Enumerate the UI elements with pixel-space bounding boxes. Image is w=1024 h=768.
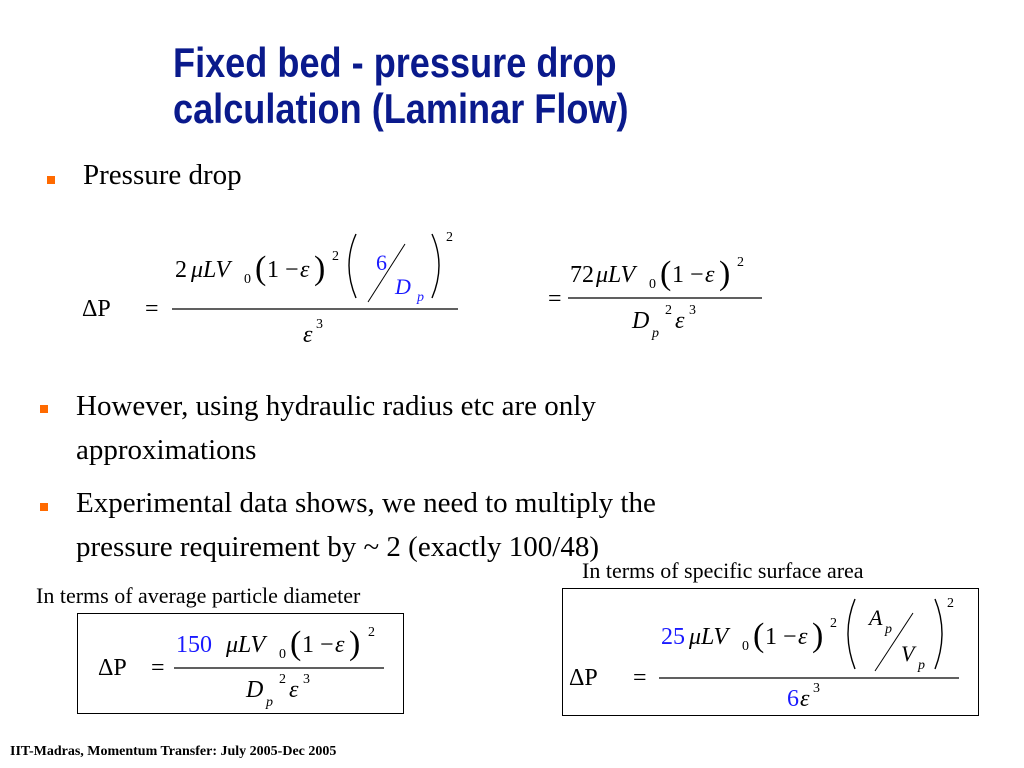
eq3-equals: = — [151, 655, 165, 681]
title-line-2: calculation (Laminar Flow) — [173, 85, 629, 132]
eq1-paren-close: ) — [314, 250, 326, 287]
eq3-den-eps: ε — [289, 677, 299, 703]
eq4-big-paren-right — [935, 599, 942, 669]
eq2-sub-0: 0 — [649, 277, 656, 292]
title-line-1: Fixed bed - pressure drop — [173, 39, 617, 86]
bullet-hydraulic-radius: However, using hydraulic radius etc are only approximations — [76, 390, 596, 466]
eq1-num-coef: 2 — [175, 257, 187, 283]
equation-box-specific-surface — [562, 588, 979, 716]
bullet-marker — [40, 503, 48, 511]
eq1-den: ε — [303, 322, 313, 348]
eq4-factor-den: V — [901, 641, 915, 666]
eq4-one-minus: 1 − — [765, 624, 797, 650]
eq1-sup-2a: 2 — [332, 249, 339, 264]
eq4-sup-2b: 2 — [947, 596, 954, 611]
eq1-paren-open: ( — [255, 250, 267, 287]
eq2-den-sup-3: 3 — [689, 303, 696, 318]
eq1-sub-0: 0 — [244, 272, 251, 287]
eq3-eps: ε — [335, 632, 345, 658]
label-specific-surface-area: In terms of specific surface area — [582, 558, 864, 583]
eq2-den-eps: ε — [675, 308, 685, 334]
eq4-paren-close: ) — [812, 617, 824, 654]
eq1-den-sup-3: 3 — [316, 317, 323, 332]
bullet-marker — [47, 176, 55, 184]
eq4-equals: = — [633, 665, 647, 691]
eq1-factor-num: 6 — [376, 250, 387, 275]
eq2-sup-2: 2 — [737, 255, 744, 270]
eq3-num-body: μLV — [226, 632, 266, 658]
eq2-paren-close: ) — [719, 255, 731, 292]
slide-footer: IIT-Madras, Momentum Transfer: July 2005-Dec 2005 — [10, 744, 337, 759]
equation-box-particle-diameter — [77, 613, 404, 714]
eq3-den-sup-2: 2 — [279, 672, 286, 687]
eq4-den-eps: ε — [800, 686, 810, 712]
eq4-paren-open: ( — [753, 617, 765, 654]
eq1-sup-2b: 2 — [446, 230, 453, 245]
eq3-sup-2: 2 — [368, 625, 375, 640]
eq4-den-coef: 6 — [787, 686, 799, 712]
eq4-sup-2a: 2 — [830, 616, 837, 631]
eq3-den-d: D — [246, 677, 264, 703]
eq2-eps: ε — [705, 262, 715, 288]
eq2-den-sup-2: 2 — [665, 303, 672, 318]
eq1-delta-p: ΔP — [82, 296, 111, 322]
eq2-paren-open: ( — [660, 255, 672, 292]
eq4-num-body: μLV — [689, 624, 729, 650]
bullet-marker — [40, 405, 48, 413]
eq4-den-sup-3: 3 — [813, 681, 820, 696]
eq3-paren-close: ) — [349, 625, 361, 662]
bullet-pressure-drop: Pressure drop — [83, 159, 242, 191]
eq1-factor-sub-p: p — [417, 290, 424, 305]
eq1-one-minus: 1 − — [267, 257, 299, 283]
eq4-coef-25: 25 — [661, 624, 685, 650]
eq3-one-minus: 1 − — [302, 632, 334, 658]
eq4-factor-num: A — [869, 605, 883, 630]
eq1-num-body: μLV — [191, 257, 231, 283]
eq3-sub-0: 0 — [279, 647, 286, 662]
eq2-num-body: μLV — [596, 262, 636, 288]
eq2-den-sub-p: p — [652, 326, 659, 341]
eq2-den-d: D — [632, 308, 650, 334]
eq4-factor-num-sub-p: p — [885, 622, 892, 637]
eq2-equals: = — [548, 286, 562, 312]
equation-surface-area — [563, 589, 978, 715]
pressure-drop-equation — [60, 220, 780, 355]
eq3-den-sub-p: p — [266, 695, 273, 710]
eq3-paren-open: ( — [290, 625, 302, 662]
eq4-sub-0: 0 — [742, 639, 749, 654]
eq1-equals: = — [145, 296, 159, 322]
eq1-big-paren-right — [432, 234, 439, 298]
label-average-particle-diameter: In terms of average particle diameter — [36, 583, 361, 608]
eq4-big-paren-left — [848, 599, 855, 669]
eq2-num-coef: 72 — [570, 262, 594, 288]
slide-title — [173, 40, 723, 132]
eq1-eps: ε — [300, 257, 310, 283]
eq4-eps: ε — [798, 624, 808, 650]
eq2-one-minus: 1 − — [672, 262, 704, 288]
bullet-experimental-data: Experimental data shows, we need to multiply the pressure requirement by ~ 2 (exactly 100/48) — [76, 487, 656, 563]
eq3-coef-150: 150 — [176, 632, 212, 658]
eq1-big-paren-left — [349, 234, 356, 298]
eq3-delta-p: ΔP — [98, 655, 127, 681]
eq1-factor-den: D — [395, 274, 411, 299]
eq4-factor-den-sub-p: p — [918, 658, 925, 673]
equation-ergun-150 — [78, 614, 403, 713]
eq4-delta-p: ΔP — [569, 665, 598, 691]
eq3-den-sup-3: 3 — [303, 672, 310, 687]
